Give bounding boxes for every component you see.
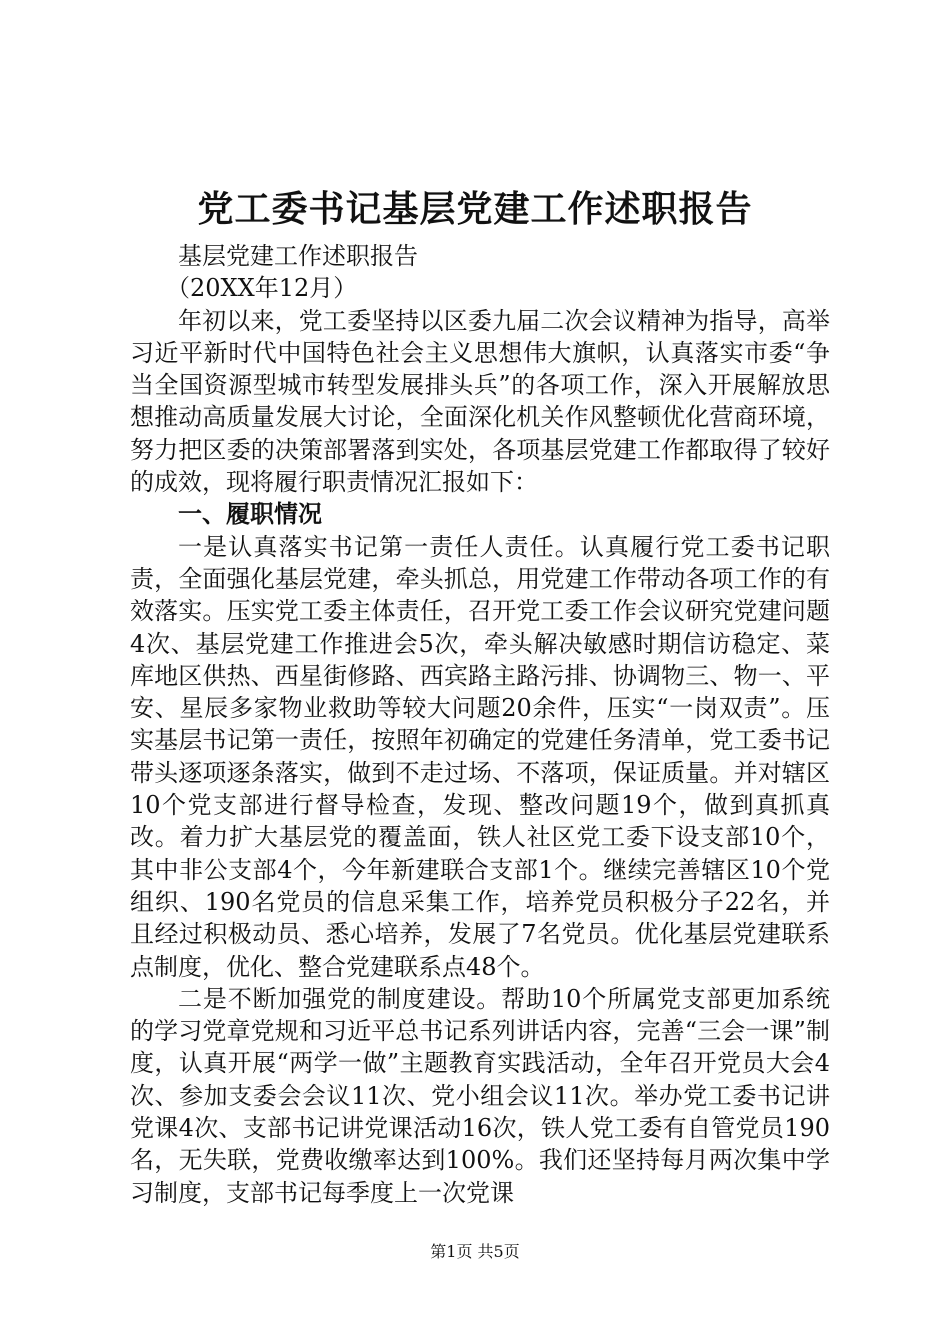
document-body — [130, 240, 830, 1209]
document-title: 党工委书记基层党建工作述职报告 — [197, 188, 753, 230]
intro-paragraph: 年初以来，党工委坚持以区委九届二次会议精神为指导，高举习近平新时代中国特色社会主义思想伟大旗帜，认真落实市委“争当全国资源型城市转型发展排头兵”的各项工作，深入开展解放思想推动高质量发展大讨论，全面深化机关作风整顿优化营商环境，努力把区委的决策部署落到实处，各项基层党建工作都取得了较好的成效，现将履行职责情况汇报如下： — [130, 306, 830, 497]
paragraph-1: 一是认真落实书记第一责任人责任。认真履行党工委书记职责，全面强化基层党建，牵头抓总，用党建工作带动各项工作的有效落实。压实党工委主体责任，召开党工委工作会议研究党建问题4次、基层党建工作推进会5次，牵头解决敏感时期信访稳定、菜库地区供热、西星街修路、西宾路主路污排、协调物三、物一、平安、星辰多家物业救助等较大问题20余件，压实“一岗双责”。压实基层书记第一责任，按照年初确定的党建任务清单，党工委书记带头逐项逐条落实，做到不走过场、不落项，保证质量。并对辖区10个党支部进行督导检查，发现、整改问题19个，做到真抓真改。着力扩大基层党的覆盖面，铁人社区党工委下设支部10个，其中非公支部4个，今年新建联合支部1个。继续完善辖区10个党组织、190名党员的信息采集工作，培养党员积极分子22名，并且经过积极动员、悉心培养，发展了7名党员。优化基层党建联系点制度，优化、整合党建联系点48个。 — [130, 532, 830, 981]
subtitle-line: 基层党建工作述职报告 — [178, 242, 418, 270]
paragraph-2: 二是不断加强党的制度建设。帮助10个所属党支部更加系统的学习党章党规和习近平总书记系列讲话内容，完善“三会一课”制度，认真开展“两学一做”主题教育实践活动，全年召开党员大会4次、参加支委会会议11次、党小组会议11次。举办党工委书记讲党课4次、支部书记讲党课活动16次，铁人党工委有自管党员190名，无失联，党费收缴率达到100%。我们还坚持每月两次集中学习制度，支部书记每季度上一次党课 — [130, 984, 830, 1207]
date-line: （20XX年12月） — [166, 274, 358, 303]
section-heading: 一、履职情况 — [178, 499, 322, 529]
page-number-footer: 第1页 共5页 — [430, 1242, 520, 1261]
